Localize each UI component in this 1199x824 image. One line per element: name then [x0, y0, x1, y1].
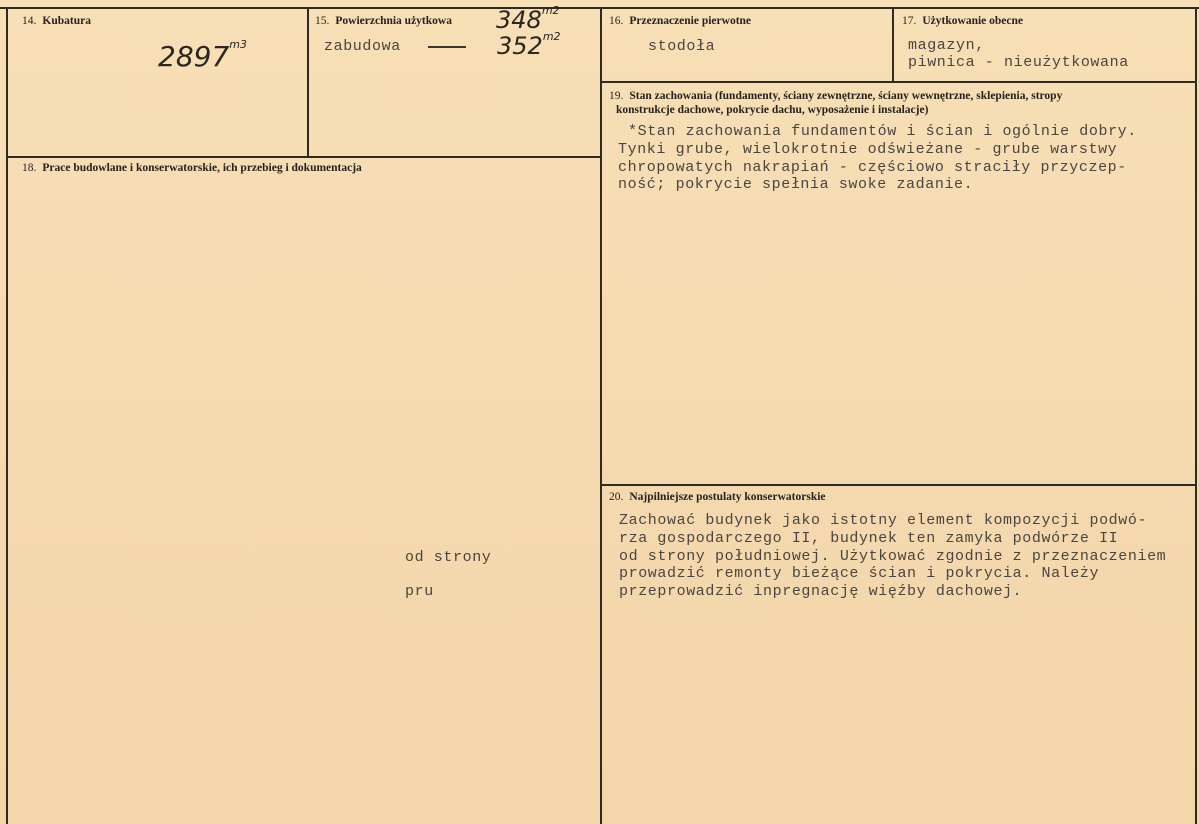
field-15-value: $348^{m2}$	[496, 4, 560, 34]
divider-v-main	[600, 7, 602, 824]
divider-h-row1-left	[6, 156, 602, 158]
divider-h-19-20	[601, 484, 1197, 486]
field-19-label-cont: konstrukcje dachowe, pokrycie dachu, wyposażenie i instalacje)	[616, 104, 929, 116]
divider-v-14-15	[307, 7, 309, 157]
field-18-fragment-2: pru	[405, 583, 434, 600]
field-14-value: $2897^{m3}$	[158, 38, 247, 73]
field-19-line-4: ność; pokrycie spełnia swoke zadanie.	[618, 176, 974, 193]
field-20-line-1: Zachować budynek jako istotny element kompozycji podwó-	[619, 512, 1148, 529]
field-20-line-4: prowadzić remonty bieżące ścian i pokrycia. Należy	[619, 565, 1100, 582]
field-18-label: 18. Prace budowlane i konserwatorskie, ich przebieg i dokumentacja	[22, 162, 362, 174]
field-20-label: 20. Najpilniejsze postulaty konserwatorskie	[609, 491, 826, 503]
field-20-line-5: przeprowadzić inpregnację więźby dachowej.	[619, 583, 1023, 600]
divider-h-row1-right	[601, 81, 1197, 83]
field-19-label: 19. Stan zachowania (fundamenty, ściany zewnętrzne, ściany wewnętrzne, sklepienia, stropy	[609, 90, 1063, 102]
field-20-line-3: od strony południowej. Użytkować zgodnie z przeznaczeniem	[619, 548, 1167, 565]
field-16-value: stodoła	[648, 38, 716, 55]
left-border	[6, 7, 8, 824]
field-15-dash	[428, 46, 466, 48]
field-19-line-3: chropowatych nakrapiań - częściowo straciły przyczep-	[618, 159, 1127, 176]
right-border	[1195, 7, 1197, 824]
field-19-line-2: Tynki grube, wielokrotnie odświeżane - grube warstwy	[618, 141, 1118, 158]
field-17-line-1: magazyn,	[908, 37, 985, 54]
field-20-line-2: rza gospodarczego II, budynek ten zamyka podwórze II	[619, 530, 1119, 547]
field-14-label: 14. Kubatura	[22, 15, 91, 27]
field-16-label: 16. Przeznaczenie pierwotne	[609, 15, 752, 27]
field-15-sub-label: zabudowa	[324, 38, 401, 55]
field-15-sub-value: $352^{m2}$	[497, 30, 561, 60]
divider-v-16-17	[892, 7, 894, 82]
field-17-label: 17. Użytkowanie obecne	[902, 15, 1023, 27]
field-15-label: 15. Powierzchnia użytkowa	[315, 15, 452, 27]
field-19-line-1: *Stan zachowania fundamentów i ścian i ogólnie dobry.	[628, 123, 1137, 140]
field-17-line-2: piwnica - nieużytkowana	[908, 54, 1129, 71]
field-18-fragment-1: od strony	[405, 549, 492, 566]
